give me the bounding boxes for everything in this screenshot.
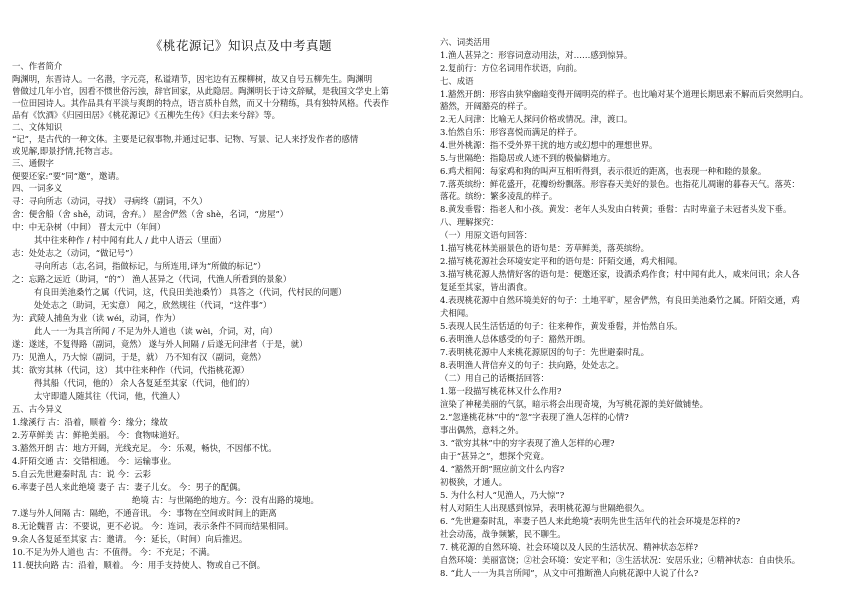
- left-text-line: 五、古今异义: [12, 404, 63, 414]
- right-text-line: 自然环境：美丽富饶；②社会环境：安定平和；③生活状况：安居乐业；④精神状态：自由快乐。: [440, 555, 801, 565]
- right-text-line: 1.豁然开朗：形容由狭窄幽暗变得开阔明亮的样子。也比喻对某个道理长期思索不解而后突然明白。: [440, 89, 809, 99]
- right-text-line: 1.第一段描写桃花林又什么作用?: [440, 386, 562, 396]
- right-text-line: 5.表现人民生活恬适的句子：往来种作，黄发垂髫，并怡然自乐。: [440, 321, 683, 331]
- right-text-line: 复延至其家，皆出酒食。: [440, 282, 533, 292]
- left-text-line: 2.芳草鲜美 古：鲜艳美丽。 今：食物味道好。: [12, 430, 185, 440]
- right-text-line: 社会动荡，战争频繁，民不聊生。: [440, 529, 566, 539]
- left-text-line: 寻：寻向所志（动词，寻找） 寻病终（副词，不久）: [12, 196, 208, 206]
- right-text-line: 2.“忽逢桃花林”中的“忽”字表现了渔人怎样的心情?: [440, 412, 629, 422]
- left-text-line: 舍：便舍船（舍 shě，动词，舍弃。） 屋舍俨然（舍 shè，名词，“房屋”）: [12, 209, 289, 219]
- left-text-line: 9.余人各复延至其家 古：邀请。 今：延长，（时间）向后推迟。: [12, 534, 248, 544]
- left-text-line: 6.率妻子邑人来此绝境 妻子 古：妻子儿女。 今：男子的配偶。: [12, 482, 246, 492]
- right-text-line: 5. 为什么村人“见渔人，乃大惊”?: [440, 490, 565, 500]
- right-text-line: 3.怡然自乐：形容喜悦而满足的样子。: [440, 127, 582, 137]
- right-text-line: 6. “先世避秦时乱，率妻子邑人来此绝境”表明先世生活年代的社会环境是怎样的?: [440, 516, 741, 526]
- left-text-line: 一、作者简介: [12, 61, 63, 71]
- right-text-line: 落花。缤纷：繁多凌乱的样子。: [440, 191, 558, 201]
- left-text-line: 寻向所志（志,名词，指做标记，与所连用,译为“所做的标记”）: [34, 261, 266, 271]
- right-text-line: 6.表明渔人总体感受的句子：豁然开朗。: [440, 334, 591, 344]
- left-text-line: 5.自云先世避秦时乱 古：说 今：云彩: [12, 469, 151, 479]
- right-text-line: 8. “此人一一为具言所闻”，从文中可推断渔人向桃花源中人说了什么?: [440, 568, 699, 578]
- left-text-line: 便要还家:“要”同“邀”，邀请。: [12, 171, 125, 181]
- right-text-line: 8.表明渔人背信弃义的句子：扶向路，处处志之。: [440, 360, 624, 370]
- left-text-line: 一位田园诗人。其作品具有平淡与爽朗的特点，语言质朴自然，而又十分精练，具有独特风格。代表作: [12, 98, 389, 108]
- right-text-line: 5.与世隔绝：指隐居或人迹不到的极偏僻地方。: [440, 153, 616, 163]
- right-text-line: 犬相闻。: [440, 308, 474, 318]
- left-text-line: 陶渊明，东晋诗人。一名潜，字元亮，私谥靖节，因宅边有五棵柳树，故又自号五柳先生。陶渊明: [12, 74, 373, 84]
- left-text-line: 1.缘溪行 古：沿着，顺着 今：缘分；缘故: [12, 417, 168, 427]
- left-text-line: 10.不足为外人道也 古：不值得。 今：不充足；不满。: [12, 547, 215, 557]
- right-text-line: 豁然，开阔豁亮的样子。: [440, 101, 533, 111]
- left-text-line: 曾做过几年小官，因看不惯世俗污浊，辞官回家，从此隐居。陶渊明长于诗文辞赋，是我国文学史上第: [12, 86, 389, 96]
- right-text-line: 1.描写桃花林美丽景色的语句是：芳草鲜美，落英缤纷。: [440, 243, 649, 253]
- right-text-line: 由于“甚异之”，想探个究竟。: [440, 451, 550, 461]
- right-text-line: （二）用自己的话概括回答：: [440, 373, 549, 383]
- left-text-line: 其中往来种作 / 村中闻有此人 / 此中人语云（里面）: [34, 235, 227, 245]
- right-text-line: （一）用原文语句回答：: [440, 230, 533, 240]
- left-text-line: 7.遂与外人间隔 古：隔绝，不通音讯。 今：事物在空间或时间上的距离: [12, 508, 277, 518]
- left-text-line: 为：武陵人捕鱼为业（读 wéi，动词，作为）: [12, 313, 181, 323]
- right-text-line: 2.描写桃花源社会环境安定平和的语句是：阡陌交通，鸡犬相闻。: [440, 256, 683, 266]
- left-text-line: 乃：见渔人，乃大惊（副词，于是，就） 乃不知有汉（副词，竟然）: [12, 352, 266, 362]
- left-text-line: 3.豁然开朗 古：地方开阔，光线充足。 今：乐观，畅快，不因郁不忧。: [12, 443, 277, 453]
- right-text-line: 7.表明桃花源中人来桃花源原因的句子：先世避秦时乱。: [440, 347, 649, 357]
- right-text-line: 3. “欲穷其林”中的穷字表现了渔人怎样的心理?: [440, 438, 615, 448]
- left-text-line: 其：欲穷其林（代词，这） 其中往来种作（代词，代指桃花源）: [12, 365, 250, 375]
- right-text-line: 1.渔人甚异之：形容词意动用法，对……感到惊异。: [440, 50, 633, 60]
- left-text-line: 四、一词多义: [12, 183, 63, 193]
- right-text-line: 六、词类活用: [440, 37, 491, 47]
- left-text-line: 此人一一为具言所闻 / 不足为外人道也（读 wèi，介词，对，向）: [34, 326, 278, 336]
- right-text-line: 2.无人问津：比喻无人探问价格或情况。津，渡口。: [440, 114, 633, 124]
- left-text-line: 有良田美池桑竹之属（代词，这，代良田美池桑竹） 具答之（代词，代村民的问题）: [34, 287, 347, 297]
- right-text-line: 渲染了神秘美丽的气氛，暗示将会出现奇境，为写桃花源的美好做铺垫。: [440, 399, 708, 409]
- document-title: 《桃花源记》知识点及中考真题: [150, 38, 333, 53]
- left-text-line: 得其船（代词，他的） 余人各复延至其家（代词，他们的）: [34, 378, 255, 388]
- right-text-line: 八、理解探究：: [440, 217, 499, 227]
- left-text-line: 4.阡陌交通 古：交错相通。 今：运输事业。: [12, 456, 177, 466]
- left-text-line: 8.无论魏晋 古：不要说，更不必说。 今：连词，表示条件不同而结果相同。: [12, 521, 294, 531]
- right-text-line: 4. “豁然开朗”照应前文什么内容?: [440, 464, 565, 474]
- right-text-line: 6.鸡犬相闻：每家鸡和狗的叫声互相听得到，表示很近的距离，也表现一种和睦的景象。: [440, 166, 767, 176]
- right-text-line: 2.复前行：方位名词用作状语，向前。: [440, 63, 582, 73]
- right-text-line: 7. 桃花源的自然环境、社会环境以及人民的生活状况、精神状态怎样?: [440, 542, 699, 552]
- right-text-line: 4.表现桃花源中自然环境美好的句子：土地平旷，屋舍俨然，有良田美池桑竹之属。阡陌交通，鸡: [440, 295, 800, 305]
- left-text-line: 三、通假字: [12, 158, 54, 168]
- left-text-line: 遂：遂迷，不复得路（副词，竟然） 遂与外人间隔 / 后遂无问津者（于是，就）: [12, 339, 308, 349]
- right-text-line: 村人对陌生人出现感到惊异，表明桃花源与世隔绝很久。: [440, 503, 650, 513]
- left-text-line: 品有《饮酒》《归园田居》《桃花源记》《五柳先生传》《归去来兮辞》等。: [12, 110, 280, 120]
- right-text-line: 8.黄发垂髫：指老人和小孩。黄发：老年人头发由白转黄；垂髫：古时卑童子未冠者头发下垂。: [440, 204, 792, 214]
- left-text-line: “记”，是古代的一种文体。主要是记叙事物,并通过记事、记物、写景、记人来抒发作者的感情: [12, 134, 359, 144]
- right-text-line: 事出偶然，意料之外。: [440, 425, 524, 435]
- left-text-line: 处处志之（助词，无实意） 闻之，欣然规往（代词，“这件事”）: [34, 300, 272, 310]
- left-text-line: 绝境 古：与世隔绝的地方。今：没有出路的境地。: [132, 495, 319, 505]
- left-text-line: 志：处处志之（动词，“做记号”）: [12, 248, 138, 258]
- left-text-line: 之：忘路之远近（助词，“的”） 渔人甚异之（代词，代渔人所看到的景象）: [12, 274, 292, 284]
- left-text-line: 或见解,即景抒情,托物言志。: [12, 146, 118, 156]
- right-text-line: 七、成语: [440, 76, 474, 86]
- left-text-line: 二、文体知识: [12, 122, 63, 132]
- left-text-line: 太守即遣人随其往（代词，他，代渔人）: [34, 391, 185, 401]
- right-text-line: 7.落英缤纷：鲜花盛开，花瓣纷纷飘落。形容春天美好的景色。也指花儿凋谢的暮春天气。落英：: [440, 179, 800, 189]
- right-text-line: 初极狭，才通人。: [440, 477, 507, 487]
- right-text-line: 3.描写桃花源人热情好客的语句是：便邀还家，设酒杀鸡作食；村中闻有此人，咸来问讯；余人各: [440, 269, 800, 279]
- left-text-line: 中：中无杂树（中间） 晋太元中（年间）: [12, 222, 166, 232]
- left-text-line: 11.便扶向路 古：沿着，顺着。 今：用手支持使人、物或自己不倒。: [12, 560, 266, 570]
- right-text-line: 4.世外桃源：指不受外界干扰的地方或幻想中的理想世界。: [440, 140, 658, 150]
